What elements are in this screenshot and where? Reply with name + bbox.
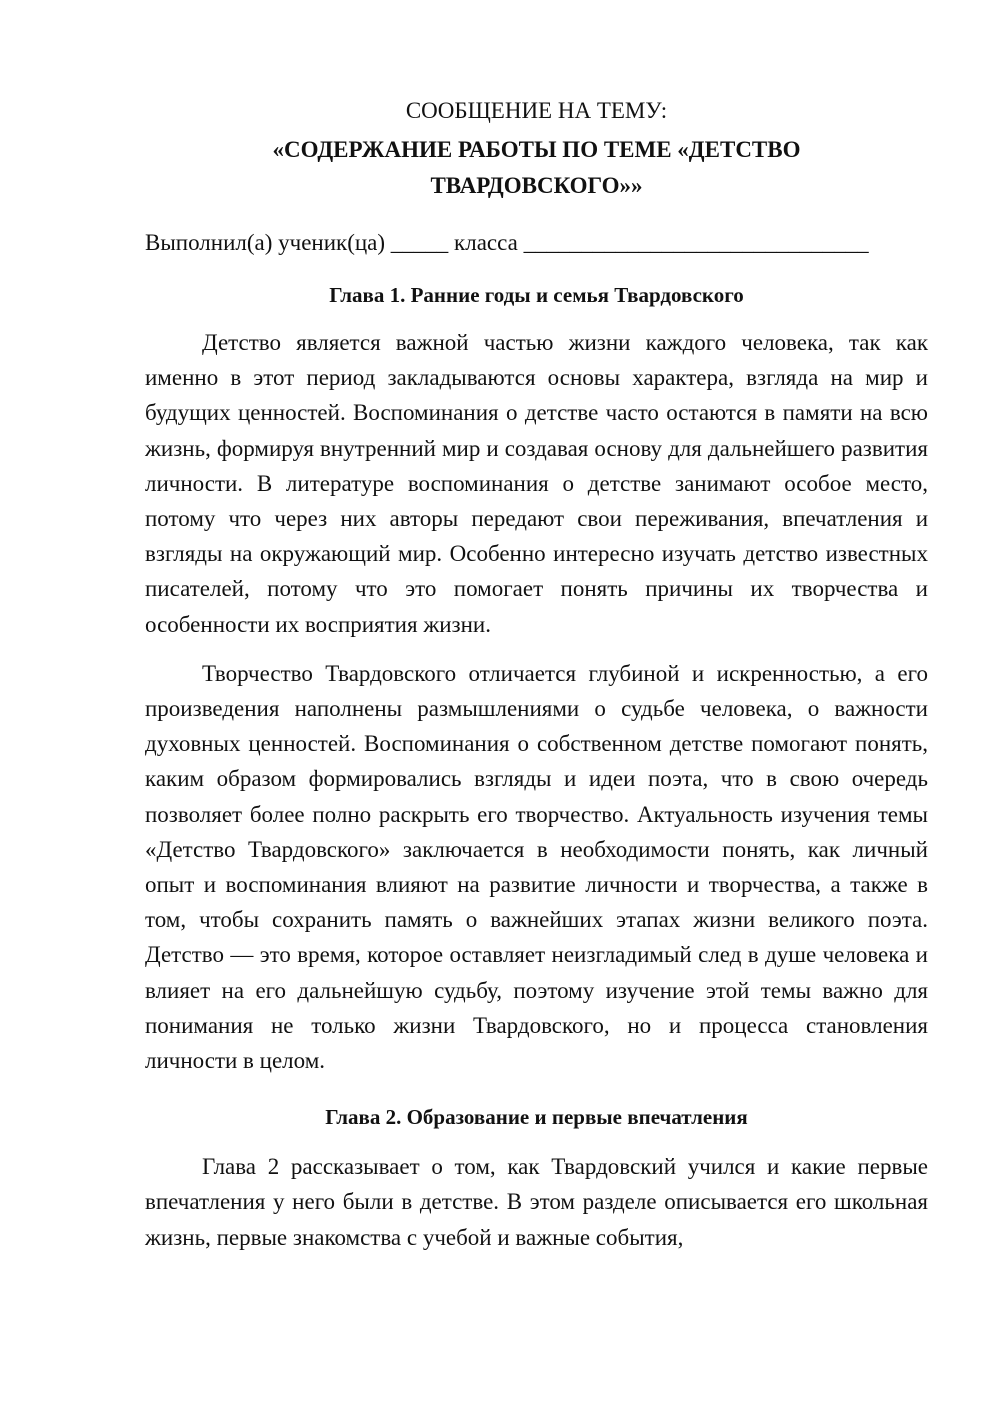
chapter-1-title: Глава 1. Ранние годы и семья Твардовского: [329, 283, 744, 307]
chapter-1-paragraph-1: Детство является важной частью жизни каждого человека, так как именно в этот период закладываются основы характера, взгляда на мир и будущих ценностей. Воспоминания о детстве часто остаются в памяти на всю жизнь, формируя внутренний мир и создавая основу для дальнейшего развития личности. В литературе воспоминания о детстве занимают особое место, потому что через них авторы передают свои переживания, впечатления и взгляды на окружающий мир. Особенно интересно изучать детство известных писателей, потому что это помогает понять причины их творчества и особенности их восприятия жизни.: [145, 330, 928, 637]
chapter-2-paragraph-1: Глава 2 рассказывает о том, как Твардовский учился и какие первые впечатления у него были в детстве. В этом разделе описывается его школьная жизнь, первые знакомства с учебой и важные события,: [145, 1154, 928, 1250]
document-title: «СОДЕРЖАНИЕ РАБОТЫ ПО ТЕМЕ «ДЕТСТВО ТВАРДОВСКОГО»»: [272, 137, 801, 198]
chapter-2-title: Глава 2. Образование и первые впечатления: [325, 1105, 748, 1130]
document-heading: СООБЩЕНИЕ НА ТЕМУ:: [405, 98, 668, 123]
document-body: [145, 94, 928, 1255]
chapter-1-paragraph-2: Творчество Твардовского отличается глубиной и искренностью, а его произведения наполнены размышлениями о судьбе человека, о важности духовных ценностей. Воспоминания о собственном детстве помогают понять, каким образом формировались взгляды и идеи поэта, что в свою очередь позволяет более полно раскрыть его творчество. Актуальность изучения темы «Детство Твардовского» заключается в необходимости понять, как личный опыт и воспоминания влияют на развитие личности и творчества, а также в том, чтобы сохранить память о важнейших этапах жизни великого поэта. Детство — это время, которое оставляет неизгладимый след в душе человека и влияет на его дальнейшую судьбу, поэтому изучение этой темы важно для понимания не только жизни Твардовского, но и процесса становления личности в целом.: [145, 660, 928, 1074]
author-line: Выполнил(а) ученик(ца) _____ класса ______________________________: [145, 230, 869, 255]
